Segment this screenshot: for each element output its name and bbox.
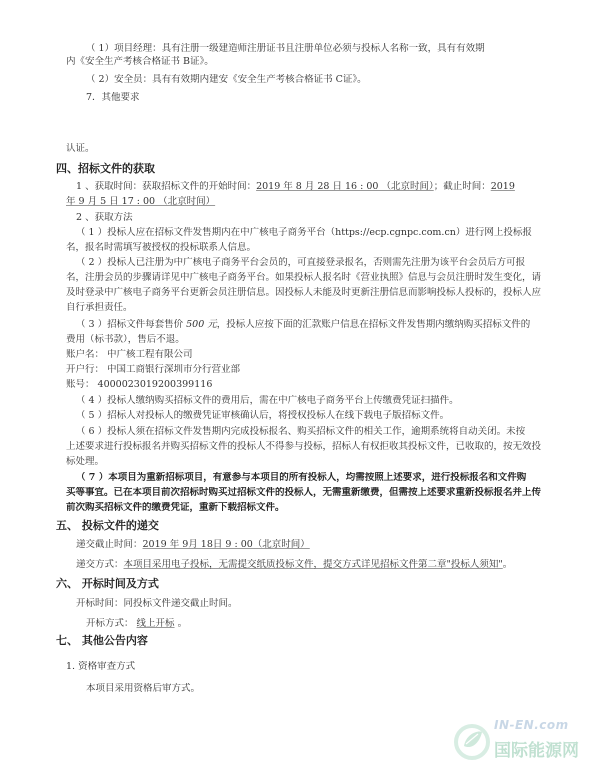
label: 1 、获取时间：获取招标文件的开始时间： bbox=[76, 181, 257, 192]
start-time: 2019 年 8 月 28 日 16 : 00 （北京时间） bbox=[256, 181, 434, 192]
account-number: 账号： 4000023019200399116 bbox=[66, 379, 213, 390]
bold-notice: （ 7 ）本项目为重新招标项目，有意参与本项目的所有投标人，均需按照上述要求，进行投标报名和文件购 bbox=[76, 472, 527, 483]
price: 500 元 bbox=[186, 319, 217, 330]
text-line: （ 2）安全员：具有有效期内建安《安全生产考核合格证书 C证》。 bbox=[86, 74, 367, 85]
text-line: 认证。 bbox=[66, 143, 95, 154]
text-line bbox=[0, 539, 600, 551]
text-line: 开标时间：同投标文件递交截止时间。 bbox=[76, 598, 238, 609]
text-line: 名，注册会员的步骤请详见中广核电子商务平台。如果投标人报名时《营业执照》信息与会员注册时发生变化，请 bbox=[66, 272, 542, 283]
section-heading-4: 四、招标文件的获取 bbox=[56, 162, 155, 175]
text-line: 上述要求进行投标报名并购买招标文件的投标人不得参与投标，招标人有权拒收其投标文件，已收取的，按无效投 bbox=[66, 441, 542, 452]
punctuation: 。 bbox=[177, 618, 188, 629]
leaf-logo-icon bbox=[452, 722, 492, 762]
section-heading-7: 七、 其他公告内容 bbox=[56, 634, 148, 647]
site-watermark bbox=[448, 716, 588, 768]
text-line: （ 6 ）投标人须在招标文件发售期内完成投标报名、购买招标文件的相关工作，逾期系统将自动关闭。未按 bbox=[76, 426, 526, 437]
text-line: （ 4 ）投标人缴纳购买招标文件的费用后，需在中广核电子商务平台上传缴费凭证扫描件。 bbox=[76, 395, 459, 406]
text-line: （ 2 ）投标人已注册为中广核电子商务平台会员的，可直接登录报名，否则需先注册为该平台会员后方可报 bbox=[76, 257, 526, 268]
text-line bbox=[0, 618, 600, 630]
bold-notice: 买等事宜。已在本项目前次招标时购买过招标文件的投标人，无需重新缴费，但需按上述要求重新投标报名并上传 bbox=[66, 487, 542, 498]
watermark-cn: 国际能源网 bbox=[494, 741, 579, 761]
end-time: 年 9 月 5 日 17 : 00 （北京时间） bbox=[66, 196, 216, 207]
label: ；截止时间： bbox=[433, 181, 491, 192]
bold-notice: 前次购买招标文件的缴费凭证，重新下载招标文件。 bbox=[66, 502, 285, 513]
text-line: 内《安全生产考核合格证书 B证》。 bbox=[66, 56, 214, 67]
text-line bbox=[0, 196, 600, 208]
text-line bbox=[0, 319, 600, 331]
section-heading-5: 五、 投标文件的递交 bbox=[56, 519, 159, 532]
text-line: 1. 资格审查方式 bbox=[66, 661, 136, 672]
label: 递交截止时间： bbox=[76, 539, 143, 550]
text-line: 自行承担责任。 bbox=[66, 302, 133, 313]
text-line: （ 1 ）投标人应在招标文件发售期内在中广核电子商务平台（https://ecp.cgnpc.com.cn）进行网上投标报 bbox=[76, 227, 532, 238]
bank-name: 开户行： 中国工商银行深圳市分行营业部 bbox=[66, 364, 241, 375]
text-line bbox=[0, 559, 600, 571]
label: 开标方式： bbox=[86, 618, 134, 629]
label: 递交方式： bbox=[76, 559, 124, 570]
text-line bbox=[0, 181, 600, 193]
opening-method: 线上开标 bbox=[136, 618, 175, 629]
text-line: 标处理。 bbox=[66, 456, 105, 467]
section-heading-6: 六、 开标时间及方式 bbox=[56, 577, 159, 590]
text-line: 名，报名时需填写被授权的投标联系人信息。 bbox=[66, 242, 257, 253]
text-line: （ 1）项目经理：具有注册一级建造师注册证书且注册单位必须与投标人名称一致，具有有效期 bbox=[86, 43, 485, 54]
submission-method: 本项目采用电子投标，无需提交纸质投标文件，提交方式详见招标文件第二章"投标人须知" bbox=[123, 559, 503, 570]
end-year: 2019 bbox=[490, 181, 515, 192]
text-line: 及时登录中广核电子商务平台更新会员注册信息。因投标人未能及时更新注册信息而影响投标人投标的，投标人应 bbox=[66, 287, 542, 298]
text-line: 2 、获取方法 bbox=[76, 212, 133, 223]
label: （ 3 ）招标文件每套售价 bbox=[76, 319, 187, 330]
text-line: （ 5 ）招标人对投标人的缴费凭证审核确认后，将授权投标人在线下载电子版招标文件。 bbox=[76, 410, 450, 421]
text-line: 费用（标书款），售后不退。 bbox=[66, 334, 185, 345]
label: ，投标人应按下面的汇款账户信息在招标文件发售期内缴纳购买招标文件的 bbox=[216, 319, 531, 330]
deadline: 2019 年 9月 18日 9 : 00（北京时间） bbox=[142, 539, 310, 550]
watermark-en: IN-EN.com bbox=[494, 718, 569, 732]
account-name: 账户名： 中广核工程有限公司 bbox=[66, 349, 193, 360]
text-line: 本项目采用资格后审方式。 bbox=[86, 683, 201, 694]
punctuation: 。 bbox=[502, 559, 513, 570]
text-line: 7．其他要求 bbox=[86, 92, 140, 103]
